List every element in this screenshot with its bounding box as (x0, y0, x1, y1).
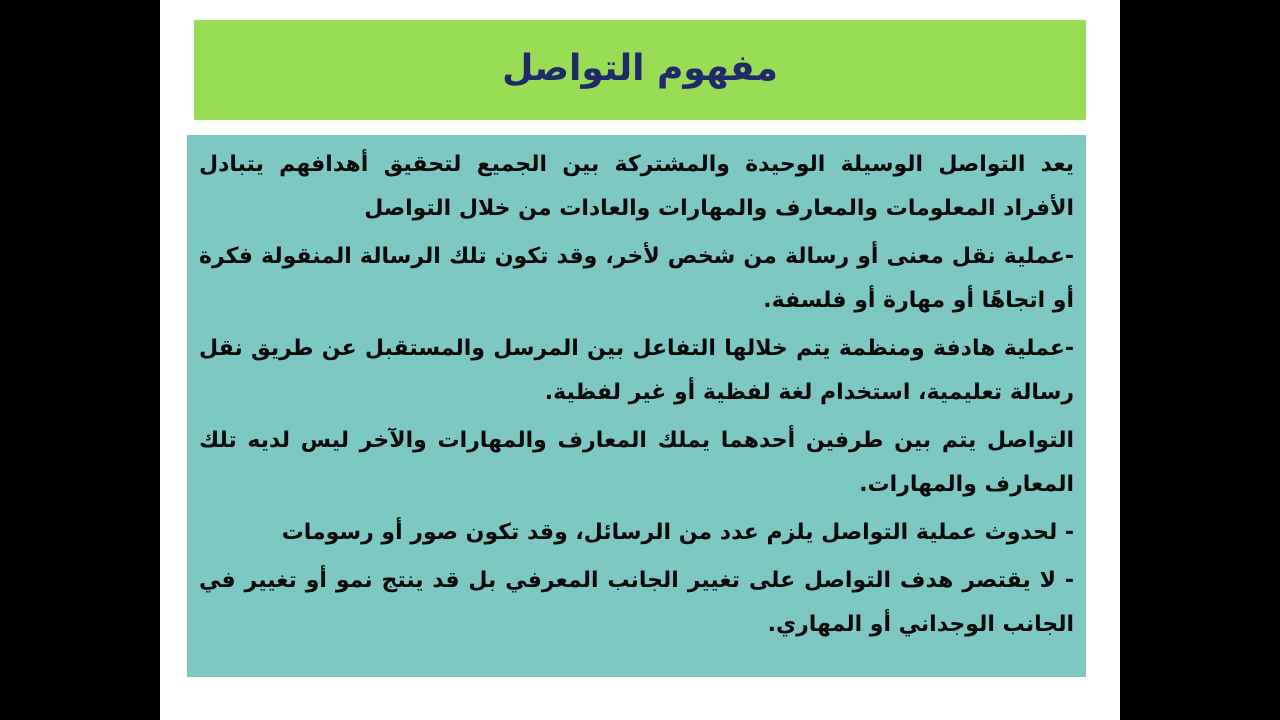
paragraph-purposeful-process: -عملية هادفة ومنظمة يتم خلالها التفاعل بين المرسل والمستقبل عن طريق نقل رسالة تعليمية، استخدام لغة لفظية أو غير لفظية. (199, 336, 1074, 405)
paragraph-two-parties: التواصل يتم بين طرفين أحدهما يملك المعارف والمهارات والآخر ليس لديه تلك المعارف والمهارات. (199, 428, 1074, 497)
content-box (187, 135, 1086, 677)
slide-title: مفهوم التواصل (502, 47, 778, 89)
paragraph-transfer-meaning: -عملية نقل معنى أو رسالة من شخص لأخر، وقد تكون تلك الرسالة المنقولة فكرة أو اتجاهًا أو مهارة أو فلسفة. (199, 244, 1074, 313)
title-banner (194, 20, 1086, 120)
paragraph-messages: - لحدوث عملية التواصل يلزم عدد من الرسائل، وقد تكون صور أو رسومات (281, 520, 1074, 545)
paragraph-definition: يعد التواصل الوسيلة الوحيدة والمشتركة بين الجميع لتحقيق أهدافهم يتبادل الأفراد المعلومات والمعارف والمهارات والعادات من خلال التواصل (199, 152, 1074, 221)
paragraph-goal: - لا يقتصر هدف التواصل على تغيير الجانب المعرفي بل قد ينتج نمو أو تغيير في الجانب الوجداني أو المهاري. (199, 568, 1074, 637)
slide (160, 0, 1120, 720)
